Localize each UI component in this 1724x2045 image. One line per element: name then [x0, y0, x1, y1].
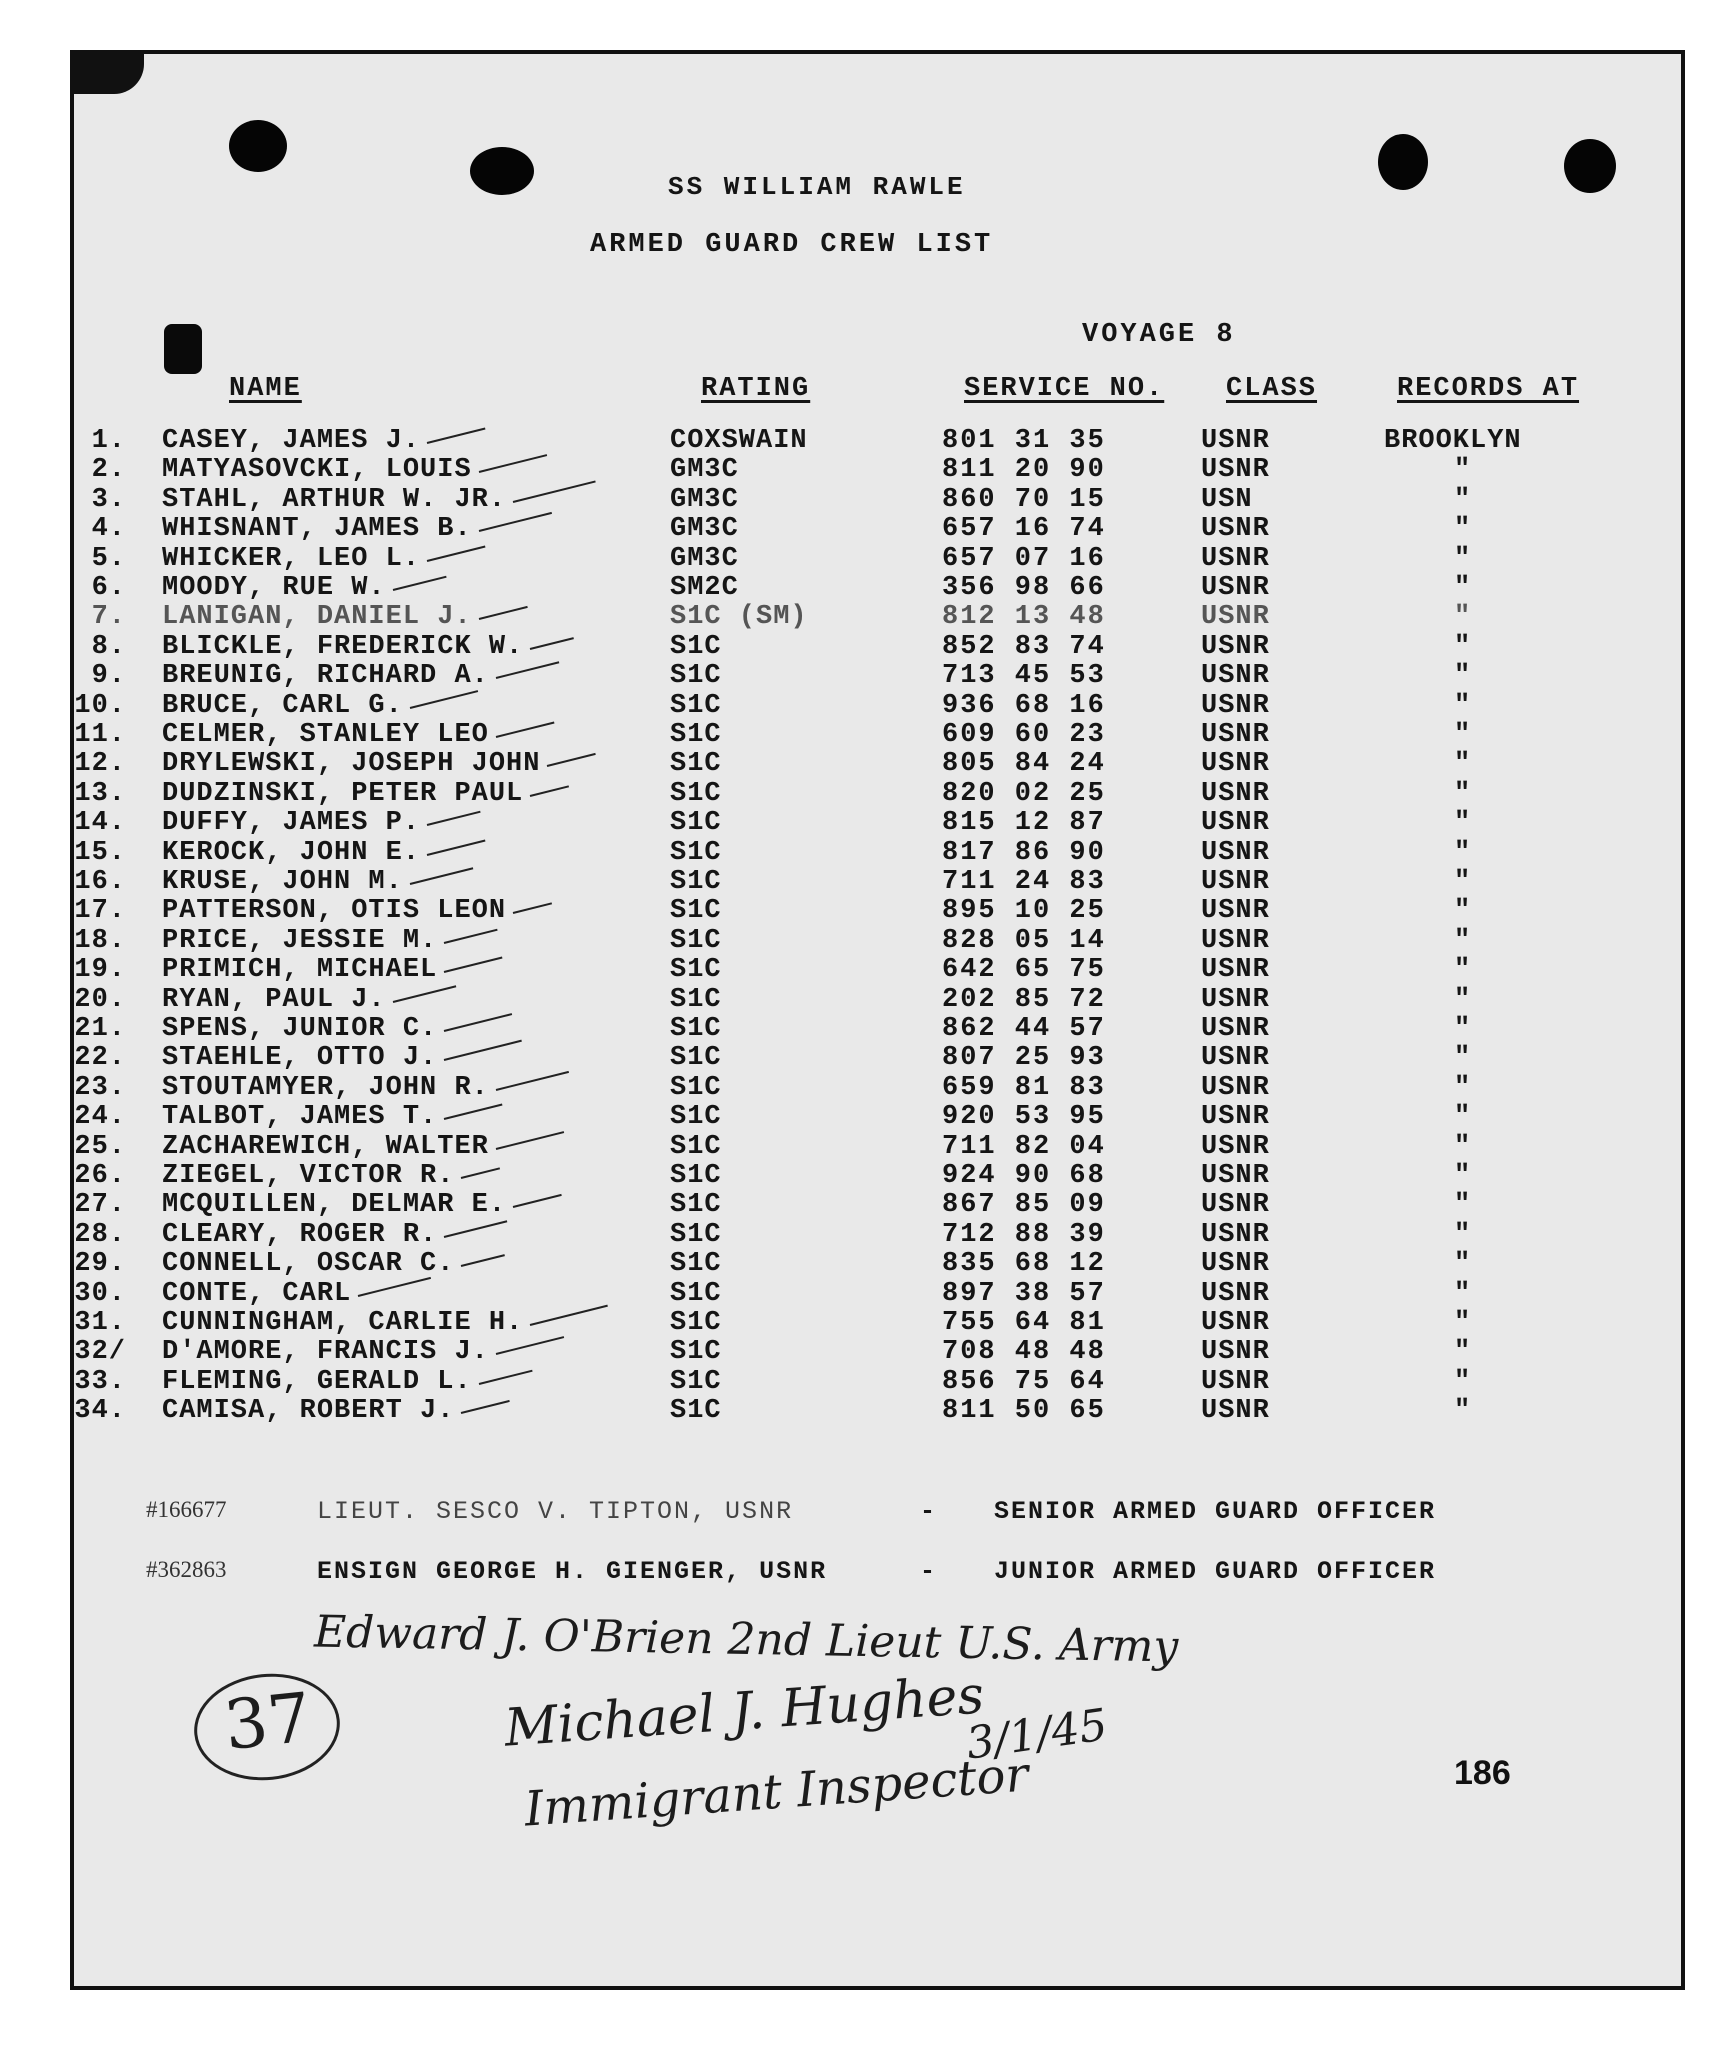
check-mark	[478, 454, 546, 473]
document-title: ARMED GUARD CREW LIST	[590, 230, 994, 260]
crew-records-at: "	[1454, 720, 1472, 750]
crew-class: USNR	[1201, 1396, 1270, 1427]
crew-rating: S1C	[670, 1308, 722, 1338]
row-number: 10.	[74, 690, 126, 721]
crew-rating: S1C	[670, 1249, 722, 1280]
crew-service-no: 936 68 16	[942, 690, 1106, 721]
crew-class: USNR	[1201, 1219, 1270, 1250]
crew-rating: S1C	[670, 720, 722, 750]
row-number: 29.	[74, 1249, 126, 1280]
crew-rating: S1C	[670, 925, 722, 956]
crew-service-no: 860 70 15	[942, 484, 1106, 515]
crew-service-no: 657 16 74	[942, 514, 1106, 545]
crew-class: USNR	[1201, 1278, 1270, 1309]
crew-class: USNR	[1201, 1337, 1270, 1368]
check-mark	[444, 1220, 508, 1238]
row-number: 11.	[74, 720, 126, 750]
crew-class: USNR	[1201, 984, 1270, 1015]
crew-name: PRIMICH, MICHAEL	[162, 955, 438, 986]
check-mark	[427, 545, 486, 561]
crew-row	[74, 1367, 1681, 1396]
crew-name: CLEARY, ROGER R.	[162, 1219, 438, 1250]
crew-records-at: "	[1454, 1190, 1472, 1221]
crew-records-at: BROOKLYN	[1384, 426, 1522, 456]
check-mark	[444, 1104, 503, 1120]
crew-name: D'AMORE, FRANCIS J.	[162, 1337, 489, 1368]
crew-service-no: 356 98 66	[942, 573, 1106, 603]
check-mark	[530, 1305, 608, 1326]
crew-records-at: "	[1454, 1219, 1472, 1250]
check-mark	[461, 1254, 505, 1267]
crew-class: USNR	[1201, 602, 1270, 633]
crew-records-at: "	[1454, 867, 1472, 897]
crew-rating: COXSWAIN	[670, 426, 808, 456]
crew-name: TALBOT, JAMES T.	[162, 1102, 438, 1133]
crew-service-no: 712 88 39	[942, 1219, 1106, 1250]
crew-rating: S1C	[670, 1337, 722, 1368]
row-number: 23.	[74, 1072, 126, 1103]
crew-rating: SM2C	[670, 573, 739, 603]
document-page	[70, 50, 1685, 1990]
crew-class: USNR	[1201, 720, 1270, 750]
crew-records-at: "	[1454, 602, 1472, 633]
crew-rating: S1C	[670, 1161, 722, 1191]
crew-name: ZACHAREWICH, WALTER	[162, 1131, 489, 1162]
crew-records-at: "	[1454, 1131, 1472, 1162]
crew-service-no: 202 85 72	[942, 984, 1106, 1015]
crew-records-at: "	[1454, 984, 1472, 1015]
crew-rating: S1C	[670, 1219, 722, 1250]
crew-service-no: 856 75 64	[942, 1366, 1106, 1397]
voyage-label: VOYAGE 8	[1082, 320, 1236, 350]
crew-class: USNR	[1201, 1249, 1270, 1280]
crew-class: USNR	[1201, 896, 1270, 927]
crew-rating: S1C	[670, 690, 722, 721]
crew-class: USNR	[1201, 1102, 1270, 1133]
row-number: 7.	[91, 602, 126, 633]
handwritten-signature-line: Edward J. O'Brien 2nd Lieut U.S. Army	[313, 1606, 1179, 1673]
crew-records-at: "	[1454, 1102, 1472, 1133]
check-mark	[358, 1276, 431, 1296]
crew-class: USNR	[1201, 661, 1270, 692]
crew-service-no: 812 13 48	[942, 602, 1106, 633]
crew-rating: S1C	[670, 1102, 722, 1133]
crew-service-no: 852 83 74	[942, 631, 1106, 662]
crew-row	[74, 573, 1681, 602]
crew-service-no: 867 85 09	[942, 1190, 1106, 1221]
check-mark	[427, 428, 486, 444]
check-mark	[496, 1131, 564, 1150]
crew-row	[74, 1132, 1681, 1161]
crew-records-at: "	[1454, 1308, 1472, 1338]
crew-row	[74, 1043, 1681, 1072]
check-mark	[496, 1336, 564, 1355]
row-number: 21.	[74, 1014, 126, 1044]
crew-service-no: 755 64 81	[942, 1308, 1106, 1338]
crew-rating: S1C	[670, 896, 722, 927]
crew-class: USNR	[1201, 778, 1270, 809]
crew-class: USNR	[1201, 1190, 1270, 1221]
crew-service-no: 642 65 75	[942, 955, 1106, 986]
crew-name: ZIEGEL, VICTOR R.	[162, 1161, 455, 1191]
crew-records-at: "	[1454, 896, 1472, 927]
row-number: 25.	[74, 1131, 126, 1162]
senior-officer-name: LIEUT. SESCO V. TIPTON, USNR	[317, 1497, 794, 1526]
crew-name: PATTERSON, OTIS LEON	[162, 896, 507, 927]
crew-row	[74, 1337, 1681, 1366]
crew-rating: S1C	[670, 1043, 722, 1074]
crew-class: USNR	[1201, 867, 1270, 897]
check-mark	[461, 1400, 510, 1414]
row-number: 6.	[91, 573, 126, 603]
crew-row	[74, 720, 1681, 749]
crew-rating: S1C	[670, 778, 722, 809]
crew-name: FLEMING, GERALD L.	[162, 1366, 472, 1397]
crew-service-no: 820 02 25	[942, 778, 1106, 809]
crew-service-no: 805 84 24	[942, 749, 1106, 780]
crew-service-no: 609 60 23	[942, 720, 1106, 750]
crew-name: MOODY, RUE W.	[162, 573, 386, 603]
crew-rating: S1C	[670, 631, 722, 662]
row-number: 2.	[91, 455, 126, 486]
crew-name: LANIGAN, DANIEL J.	[162, 602, 472, 633]
crew-name: CONNELL, OSCAR C.	[162, 1249, 455, 1280]
crew-class: USNR	[1201, 455, 1270, 486]
crew-class: USNR	[1201, 955, 1270, 986]
row-number: 17.	[74, 896, 126, 927]
crew-class: USNR	[1201, 1161, 1270, 1191]
check-mark	[392, 576, 446, 591]
row-number: 24.	[74, 1102, 126, 1133]
crew-name: STOUTAMYER, JOHN R.	[162, 1072, 489, 1103]
row-number: 14.	[74, 808, 126, 839]
check-mark	[427, 811, 481, 826]
check-mark	[496, 1071, 569, 1091]
check-mark	[530, 785, 569, 797]
crew-name: WHICKER, LEO L.	[162, 543, 421, 574]
crew-row	[74, 955, 1681, 984]
crew-service-no: 711 24 83	[942, 867, 1106, 897]
check-mark	[410, 867, 474, 885]
senior-officer-dash: -	[920, 1497, 938, 1526]
crew-row	[74, 749, 1681, 778]
check-mark	[547, 753, 596, 767]
crew-records-at: "	[1454, 1366, 1472, 1397]
row-number: 20.	[74, 984, 126, 1015]
crew-class: USNR	[1201, 514, 1270, 545]
crew-rating: S1C	[670, 1072, 722, 1103]
crew-name: SPENS, JUNIOR C.	[162, 1014, 438, 1044]
crew-rating: GM3C	[670, 514, 739, 545]
crew-service-no: 811 50 65	[942, 1396, 1106, 1427]
crew-service-no: 657 07 16	[942, 543, 1106, 574]
row-number: 26.	[74, 1161, 126, 1191]
crew-service-no: 828 05 14	[942, 925, 1106, 956]
crew-records-at: "	[1454, 455, 1472, 486]
check-mark	[513, 1194, 562, 1208]
page-number: 186	[1454, 1754, 1511, 1792]
crew-row	[74, 602, 1681, 631]
row-number: 16.	[74, 867, 126, 897]
crew-records-at: "	[1454, 1396, 1472, 1427]
row-number: 13.	[74, 778, 126, 809]
crew-records-at: "	[1454, 543, 1472, 574]
crew-rating: S1C (SM)	[670, 602, 808, 633]
check-mark	[478, 606, 527, 620]
crew-row	[74, 838, 1681, 867]
row-number: 27.	[74, 1190, 126, 1221]
crew-class: USNR	[1201, 573, 1270, 603]
crew-class: USNR	[1201, 631, 1270, 662]
row-number: 30.	[74, 1278, 126, 1309]
crew-name: MCQUILLEN, DELMAR E.	[162, 1190, 507, 1221]
crew-rating: S1C	[670, 984, 722, 1015]
crew-row	[74, 779, 1681, 808]
crew-service-no: 708 48 48	[942, 1337, 1106, 1368]
crew-records-at: "	[1454, 573, 1472, 603]
crew-class: USNR	[1201, 837, 1270, 868]
inspection-date: 3/1/45	[963, 1699, 1111, 1770]
crew-name: BREUNIG, RICHARD A.	[162, 661, 489, 692]
crew-records-at: "	[1454, 837, 1472, 868]
crew-row	[74, 985, 1681, 1014]
crew-rating: S1C	[670, 1278, 722, 1309]
crew-class: USNR	[1201, 808, 1270, 839]
crew-class: USNR	[1201, 925, 1270, 956]
officer-stamp-number: #362863	[146, 1557, 227, 1582]
crew-class: USNR	[1201, 1131, 1270, 1162]
crew-row	[74, 867, 1681, 896]
crew-name: DUDZINSKI, PETER PAUL	[162, 778, 524, 809]
check-mark	[478, 512, 551, 532]
crew-row	[74, 808, 1681, 837]
crew-records-at: "	[1454, 1278, 1472, 1309]
check-mark	[427, 839, 486, 855]
crew-name: STAEHLE, OTTO J.	[162, 1043, 438, 1074]
crew-row	[74, 544, 1681, 573]
crew-name: CUNNINGHAM, CARLIE H.	[162, 1308, 524, 1338]
check-mark	[530, 637, 574, 650]
header-name: NAME	[229, 374, 302, 404]
crew-records-at: "	[1454, 1014, 1472, 1044]
crew-rating: S1C	[670, 1014, 722, 1044]
crew-records-at: "	[1454, 1043, 1472, 1074]
crew-service-no: 895 10 25	[942, 896, 1106, 927]
crew-name: BLICKLE, FREDERICK W.	[162, 631, 524, 662]
crew-class: USNR	[1201, 543, 1270, 574]
crew-row	[74, 1249, 1681, 1278]
junior-officer-role: JUNIOR ARMED GUARD OFFICER	[994, 1557, 1437, 1586]
row-number: 34.	[74, 1396, 126, 1427]
crew-row	[74, 1279, 1681, 1308]
crew-records-at: "	[1454, 749, 1472, 780]
crew-name: CASEY, JAMES J.	[162, 426, 421, 456]
crew-class: USNR	[1201, 1072, 1270, 1103]
crew-row	[74, 455, 1681, 484]
crew-rating: GM3C	[670, 484, 739, 515]
crew-records-at: "	[1454, 925, 1472, 956]
circled-number-text: 37	[220, 1678, 315, 1767]
check-mark	[478, 1370, 532, 1385]
header-class: CLASS	[1226, 374, 1318, 404]
crew-row	[74, 485, 1681, 514]
check-mark	[496, 661, 560, 679]
crew-class: USNR	[1201, 1014, 1270, 1044]
row-number: 1.	[91, 426, 126, 456]
row-number: 28.	[74, 1219, 126, 1250]
check-mark	[410, 690, 478, 709]
crew-name: CONTE, CARL	[162, 1278, 352, 1309]
row-number: 12.	[74, 749, 126, 780]
crew-rating: S1C	[670, 1396, 722, 1427]
crew-row	[74, 691, 1681, 720]
crew-service-no: 862 44 57	[942, 1014, 1106, 1044]
crew-rating: GM3C	[670, 543, 739, 574]
row-number: 9.	[91, 661, 126, 692]
crew-records-at: "	[1454, 808, 1472, 839]
crew-row	[74, 632, 1681, 661]
crew-class: USN	[1201, 484, 1253, 515]
row-number: 3.	[91, 484, 126, 515]
check-mark	[444, 929, 498, 944]
header-service-no: SERVICE NO.	[964, 374, 1165, 404]
crew-records-at: "	[1454, 484, 1472, 515]
crew-service-no: 817 86 90	[942, 837, 1106, 868]
crew-name: BRUCE, CARL G.	[162, 690, 403, 721]
crew-rating: S1C	[670, 661, 722, 692]
check-mark	[461, 1167, 500, 1179]
crew-row	[74, 1308, 1681, 1337]
row-number: 5.	[91, 543, 126, 574]
check-mark	[496, 722, 555, 738]
crew-rating: S1C	[670, 749, 722, 780]
crew-name: KEROCK, JOHN E.	[162, 837, 421, 868]
crew-records-at: "	[1454, 778, 1472, 809]
officer-stamp-number: #166677	[146, 1497, 227, 1522]
crew-name: DRYLEWSKI, JOSEPH JOHN	[162, 749, 541, 780]
ship-name: SS WILLIAM RAWLE	[668, 172, 966, 202]
crew-records-at: "	[1454, 1337, 1472, 1368]
crew-row	[74, 1073, 1681, 1102]
crew-class: USNR	[1201, 690, 1270, 721]
senior-officer-role: SENIOR ARMED GUARD OFFICER	[994, 1497, 1437, 1526]
crew-rating: GM3C	[670, 455, 739, 486]
crew-row	[74, 1161, 1681, 1190]
header-records-at: RECORDS AT	[1397, 374, 1580, 404]
crew-row	[74, 926, 1681, 955]
row-number: 8.	[91, 631, 126, 662]
crew-records-at: "	[1454, 1072, 1472, 1103]
crew-name: RYAN, PAUL J.	[162, 984, 386, 1015]
row-number: 4.	[91, 514, 126, 545]
crew-name: KRUSE, JOHN M.	[162, 867, 403, 897]
crew-service-no: 807 25 93	[942, 1043, 1106, 1074]
crew-name: CAMISA, ROBERT J.	[162, 1396, 455, 1427]
crew-class: USNR	[1201, 749, 1270, 780]
check-mark	[444, 1040, 522, 1061]
crew-service-no: 897 38 57	[942, 1278, 1106, 1309]
inspector-title: Immigrant Inspector	[522, 1746, 1031, 1838]
crew-class: USNR	[1201, 1308, 1270, 1338]
row-number: 15.	[74, 837, 126, 868]
crew-rating: S1C	[670, 1366, 722, 1397]
row-number: 18.	[74, 925, 126, 956]
crew-service-no: 659 81 83	[942, 1072, 1106, 1103]
crew-row	[74, 1396, 1681, 1425]
crew-row	[74, 1014, 1681, 1043]
check-mark	[444, 957, 503, 973]
crew-service-no: 811 20 90	[942, 455, 1106, 486]
crew-row	[74, 426, 1681, 455]
crew-service-no: 801 31 35	[942, 426, 1106, 456]
crew-service-no: 815 12 87	[942, 808, 1106, 839]
crew-rating: S1C	[670, 867, 722, 897]
crew-row	[74, 514, 1681, 543]
crew-service-no: 713 45 53	[942, 661, 1106, 692]
crew-records-at: "	[1454, 1249, 1472, 1280]
junior-officer-name: ENSIGN GEORGE H. GIENGER, USNR	[317, 1557, 828, 1586]
crew-rating: S1C	[670, 837, 722, 868]
inspector-signature: Michael J. Hughes	[502, 1665, 986, 1759]
crew-name: WHISNANT, JAMES B.	[162, 514, 472, 545]
crew-class: USNR	[1201, 1366, 1270, 1397]
crew-rating: S1C	[670, 955, 722, 986]
row-number: 32/	[74, 1337, 126, 1368]
crew-rating: S1C	[670, 1190, 722, 1221]
crew-row	[74, 1220, 1681, 1249]
crew-row	[74, 1190, 1681, 1219]
crew-name: STAHL, ARTHUR W. JR.	[162, 484, 507, 515]
crew-row	[74, 896, 1681, 925]
crew-rating: S1C	[670, 1131, 722, 1162]
crew-service-no: 920 53 95	[942, 1102, 1106, 1133]
crew-records-at: "	[1454, 631, 1472, 662]
crew-class: USNR	[1201, 1043, 1270, 1074]
crew-rating: S1C	[670, 808, 722, 839]
crew-records-at: "	[1454, 661, 1472, 692]
crew-records-at: "	[1454, 1161, 1472, 1191]
check-mark	[444, 1013, 512, 1032]
crew-service-no: 835 68 12	[942, 1249, 1106, 1280]
junior-officer-dash: -	[920, 1557, 938, 1586]
row-number: 19.	[74, 955, 126, 986]
crew-service-no: 924 90 68	[942, 1161, 1106, 1191]
crew-name: CELMER, STANLEY LEO	[162, 720, 489, 750]
header-rating: RATING	[701, 374, 811, 404]
crew-service-no: 711 82 04	[942, 1131, 1106, 1162]
row-number: 31.	[74, 1308, 126, 1338]
crew-row	[74, 661, 1681, 690]
crew-name: DUFFY, JAMES P.	[162, 808, 421, 839]
row-number: 22.	[74, 1043, 126, 1074]
crew-row	[74, 1102, 1681, 1131]
check-mark	[392, 985, 456, 1003]
crew-records-at: "	[1454, 514, 1472, 545]
crew-records-at: "	[1454, 690, 1472, 721]
crew-records-at: "	[1454, 955, 1472, 986]
crew-class: USNR	[1201, 426, 1270, 456]
row-number: 33.	[74, 1366, 126, 1397]
crew-name: MATYASOVCKI, LOUIS	[162, 455, 472, 486]
crew-name: PRICE, JESSIE M.	[162, 925, 438, 956]
check-mark	[513, 903, 552, 915]
